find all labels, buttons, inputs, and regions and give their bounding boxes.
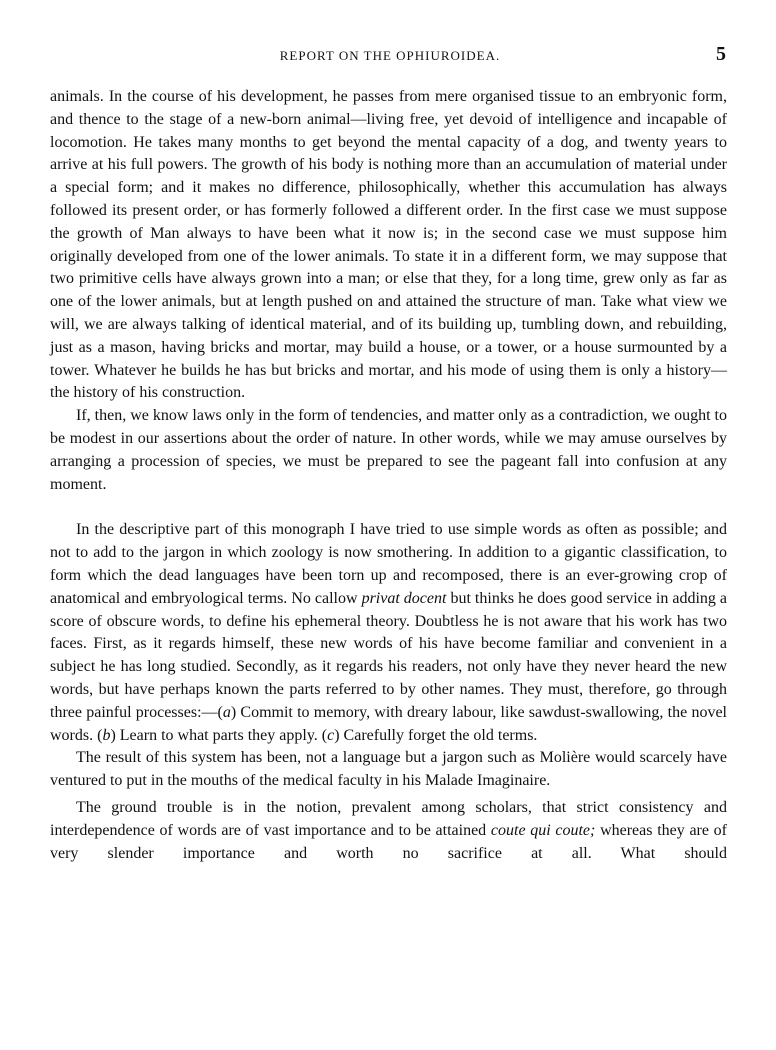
paragraph-1: animals. In the course of his development, he passes from mere organised tissue to an embryonic form, and thence to the stage of a new-born animal—living free, yet devoid of intelligence and incapable of locomotion. He takes many months to get beyond the mental capacity of a dog, and twenty years to arrive at his full powers. The growth of his body is nothing more than an accumulation of material under a special form; and it makes no difference, philosophically, whether this accumulation has always followed its present order, or has formerly followed a different order. In the first case we must suppose the growth of Man always to have been what it now is; in the second case we must suppose him originally developed from one of the lower animals. To state it in a different form, we may suppose that two primitive cells have always grown into a man; or else that they, for a long time, grew only as far as one of the lower animals, but at length pushed on and attained the structure of man. Take what view we will, we are always talking of identical material, and of its building up, tumbling down, and rebuilding, just as a mason, having bricks and mortar, may build a house, or a tower, or a house surmounted by a tower. Whatever he builds he has but bricks and mortar, and his mode of using them is only a history—the history of his construction. [50, 88, 727, 402]
running-title: REPORT ON THE OPHIUROIDEA. [279, 48, 501, 63]
paragraph-3-text-1: In the descriptive part of this monograph I have tried to use simple words as often as possible; and not to add to the jargon in which zoology is now smothering. In addition to a gigantic classification, to form which the dead languages have been torn up and recomposed, there is an ever-growing crop of anatomical and embryological terms. No callow [50, 521, 727, 607]
paragraph-5-italic-coute-qui-coute: coute qui coute; [490, 821, 596, 839]
paragraph-3-italic-a: a [222, 703, 231, 721]
paragraph-3-italic-c: c [327, 726, 335, 744]
paragraph-5-text-1: The ground trouble is in the notion, prevalent among scholars, that strict consistency and interdependence of words are of vast importance and to be attained [50, 798, 727, 839]
paragraph-2 [50, 405, 727, 496]
paragraph-5 [50, 797, 727, 865]
paragraph-3-text-5: ) Carefully forget the old terms. [334, 726, 538, 744]
paragraph-3-italic-privat-docent: privat docent [361, 589, 447, 607]
paragraph-3 [50, 519, 727, 747]
paragraph-2-text: If, then, we know laws only in the form of tendencies, and matter only as a contradiction, we ought to be modest in our assertions about the order of nature. In other words, while we may amuse ourselves by arranging a procession of species, we must be prepared to see the pageant fall into confusion at any moment. [50, 407, 727, 493]
paragraph-4 [50, 747, 727, 793]
paragraph-3-text-2: but thinks he does good service in adding a score of obscure words, to define his ephemeral theory. Doubtless he is not aware that his work has two faces. First, as it regards himself, these new words of his have become familiar and convenient in a subject he has long studied. Secondly, as it regards his readers, not only have they never heard the new words, but have perhaps known the parts referred to by other names. They must, therefore, go through three painful processes:—( [50, 589, 728, 721]
body-text [50, 86, 727, 865]
paragraph-4-text: The result of this system has been, not a language but a jargon such as Molière would scarcely have ventured to put in the mouths of the medical faculty in his Malade Imaginaire. [50, 749, 727, 790]
page-header [50, 44, 730, 66]
paragraph-3-text-3: ) Commit to memory, with dreary labour, like sawdust-swallowing, the novel words. ( [50, 703, 727, 744]
page-number: 5 [716, 43, 726, 65]
paragraph-5-text-2: whereas they are of very slender importance and worth no sacrifice at all. What should [50, 821, 728, 862]
paragraph-3-text-4: ) Learn to what parts they apply. ( [110, 726, 328, 744]
paragraph-3-italic-b: b [102, 726, 111, 744]
